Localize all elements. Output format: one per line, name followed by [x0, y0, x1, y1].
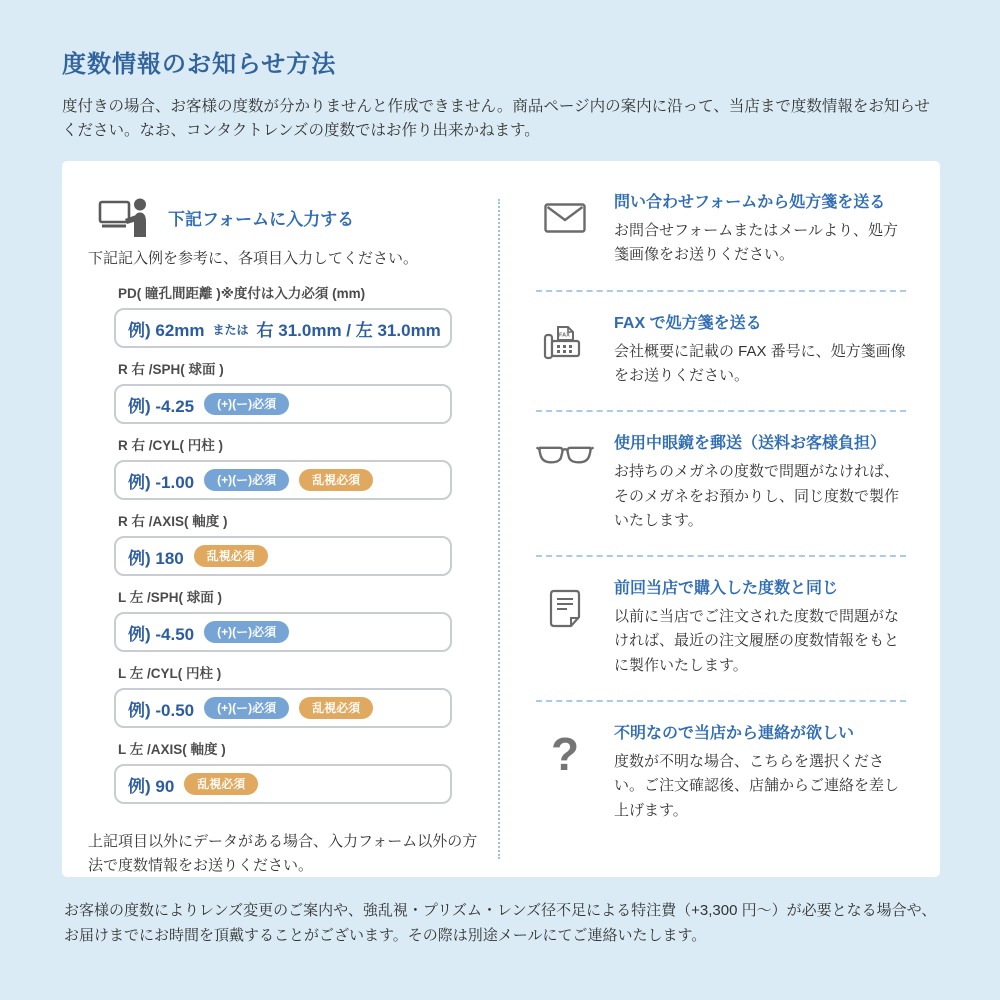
form-instruction: 下記記入例を参考に、各項目入力してください。 [88, 250, 419, 268]
field-label: PD( 瞳孔間距離 )※度付は入力必須 (mm) [118, 286, 366, 302]
example-input-box [114, 460, 452, 500]
method-title: 問い合わせフォームから処方箋を送る [614, 194, 886, 212]
sign-required-badge: (+)(ー)必須 [204, 469, 289, 491]
example-value: 例) -4.25 [128, 396, 195, 416]
svg-text:FAX: FAX [559, 332, 570, 339]
intro-text: 度付きの場合、お客様の度数が分かりませんと作成できません。商品ページ内の案内に沿って、当店まで度数情報をお知らせください。なお、コンタクトレンズの度数ではお作り出来かねます。 [62, 98, 930, 140]
field-l-cyl [114, 662, 452, 728]
mail-icon [536, 189, 594, 268]
question-glyph: ? [550, 728, 580, 780]
methods-card [62, 161, 940, 877]
field-label: L 左 /CYL( 円柱 ) [118, 666, 222, 682]
astigmatism-required-badge: 乱視必須 [299, 469, 373, 491]
method-divider [536, 410, 906, 412]
method-body: 度数が不明な場合、こちらを選択ください。ご注文確認後、店舗からご連絡を差し上げます。 [614, 753, 900, 819]
astigmatism-required-badge: 乱視必須 [194, 545, 268, 567]
form-section-header [98, 197, 488, 237]
sign-required-badge: (+)(ー)必須 [204, 393, 289, 415]
field-r-sph [114, 358, 452, 424]
method-body: 会社概要に記載の FAX 番号に、処方箋画像をお送りください。 [614, 342, 906, 384]
example-input-box [114, 612, 452, 652]
page-title: 度数情報のお知らせ方法 [62, 51, 337, 78]
method-title: 使用中眼鏡を郵送（送料お客様負担） [614, 435, 887, 453]
astigmatism-required-badge: 乱視必須 [299, 697, 373, 719]
sign-required-badge: (+)(ー)必須 [204, 697, 289, 719]
method-divider [536, 700, 906, 702]
method-title: 不明なので当店から連絡が欲しい [614, 725, 855, 742]
example-input-box [114, 308, 452, 348]
footer-note: お客様の度数によりレンズ変更のご案内や、強乱視・プリズム・レンズ径不足による特注費（+3,300 円〜）が必要となる場合や、お届けまでにお時間を頂戴することがございます。その際は別途メールにてご連絡いたします。 [64, 902, 937, 944]
example-value: 例) 62mm [128, 320, 205, 340]
form-column [62, 185, 498, 877]
method-body: お持ちのメガネの度数で問題がなければ、そのメガネをお預かりし、同じ度数で製作いたします。 [614, 463, 900, 529]
glasses-icon [536, 430, 594, 533]
method-previous-order [536, 559, 906, 698]
example-input-box [114, 688, 452, 728]
example-input-box [114, 764, 452, 804]
method-mail-glasses [536, 414, 906, 553]
method-divider [536, 290, 906, 292]
field-label: R 右 /SPH( 球面 ) [118, 362, 224, 378]
method-title: 前回当店で購入した度数と同じ [614, 580, 839, 598]
form-extra-note: 上記項目以外にデータがある場合、入力フォーム以外の方法で度数情報をお送りください。 [88, 833, 478, 875]
alternative-methods-column [500, 185, 940, 877]
example-value: 例) -4.50 [128, 624, 195, 644]
method-body: 以前に当店でご注文された度数で問題がなければ、最近の注文履歴の度数情報をもとに製作いたします。 [614, 608, 900, 674]
method-body: お問合せフォームまたはメールより、処方箋画像をお送りください。 [614, 222, 898, 264]
astigmatism-required-badge: 乱視必須 [184, 773, 258, 795]
method-title: FAX で処方箋を送る [614, 314, 762, 332]
method-contact-form [536, 185, 906, 288]
field-label: R 右 /CYL( 円柱 ) [118, 438, 223, 454]
field-label: L 左 /SPH( 球面 ) [118, 590, 223, 606]
sign-required-badge: (+)(ー)必須 [204, 621, 289, 643]
question-icon [536, 720, 594, 823]
example-value-2: 右 31.0mm / 左 31.0mm [256, 320, 441, 340]
example-input-box [114, 536, 452, 576]
field-pd [114, 282, 452, 348]
field-label: L 左 /AXIS( 軸度 ) [118, 742, 226, 758]
example-connector: または [212, 322, 249, 337]
field-r-cyl [114, 434, 452, 500]
field-label: R 右 /AXIS( 軸度 ) [118, 514, 228, 530]
method-fax [536, 294, 906, 409]
example-value: 例) -0.50 [128, 700, 195, 720]
field-l-axis [114, 738, 452, 804]
method-divider [536, 555, 906, 557]
example-value: 例) 180 [128, 548, 184, 568]
example-form [114, 282, 452, 804]
method-contact-me [536, 704, 906, 843]
person-at-screen-icon [98, 197, 152, 237]
field-l-sph [114, 586, 452, 652]
example-value: 例) -1.00 [128, 472, 195, 492]
form-section-title: 下記フォームに入力する [168, 209, 355, 229]
fax-icon [536, 310, 594, 389]
field-r-axis [114, 510, 452, 576]
example-value: 例) 90 [128, 776, 175, 796]
example-input-box [114, 384, 452, 424]
document-icon [536, 575, 594, 678]
